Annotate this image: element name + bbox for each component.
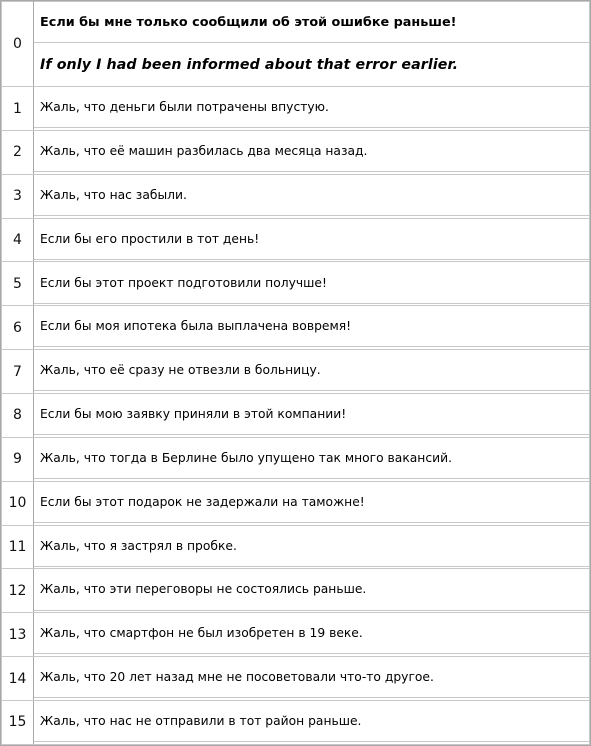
row-number: 11 [2,525,34,569]
table-row [2,481,590,522]
row-number: 8 [2,394,34,438]
row-number: 6 [2,306,34,350]
table-row [2,700,590,741]
table-row [2,174,590,215]
table-row [2,350,590,391]
russian-sentence: Жаль, что нас забыли. [34,174,590,215]
row-number: 3 [2,174,34,218]
exercise-table [1,1,590,745]
table-row [2,437,590,478]
table-row [2,394,590,435]
exercise-table-body [2,2,590,745]
translation-answer-cell[interactable] [34,742,590,745]
row-number: 5 [2,262,34,306]
row-number: 15 [2,700,34,744]
table-row [2,613,590,654]
table-row [2,2,590,43]
russian-sentence: Если бы моя ипотека была выплачена вовремя! [34,306,590,347]
row-number: 13 [2,613,34,657]
row-number: 9 [2,437,34,481]
russian-sentence: Если бы мою заявку приняли в этой компании! [34,394,590,435]
russian-sentence: Жаль, что я застрял в пробке. [34,525,590,566]
row-number: 12 [2,569,34,613]
table-row [2,130,590,171]
table-row-answer [2,742,590,745]
table-row [2,87,590,128]
translation-answer-cell[interactable]: If only I had been informed about that error earlier. [34,43,590,87]
row-number: 2 [2,130,34,174]
table-row [2,525,590,566]
table-row [2,218,590,259]
russian-sentence: Жаль, что её сразу не отвезли в больницу. [34,350,590,391]
row-number: 7 [2,350,34,394]
russian-sentence: Если бы этот подарок не задержали на таможне! [34,481,590,522]
table-row-answer [2,43,590,87]
table-row [2,306,590,347]
row-number: 10 [2,481,34,525]
russian-sentence: Жаль, что эти переговоры не состоялись раньше. [34,569,590,610]
table-row [2,262,590,303]
row-number: 0 [2,2,34,87]
table-row [2,657,590,698]
russian-sentence: Жаль, что тогда в Берлине было упущено так много вакансий. [34,437,590,478]
russian-sentence: Если бы этот проект подготовили получше! [34,262,590,303]
russian-sentence: Жаль, что смартфон не был изобретен в 19 веке. [34,613,590,654]
russian-sentence: Если бы его простили в тот день! [34,218,590,259]
russian-sentence: Если бы мне только сообщили об этой ошибке раньше! [34,2,590,43]
russian-sentence: Жаль, что нас не отправили в тот район раньше. [34,700,590,741]
russian-sentence: Жаль, что её машин разбилась два месяца назад. [34,130,590,171]
row-number: 14 [2,657,34,701]
russian-sentence: Жаль, что деньги были потрачены впустую. [34,87,590,128]
row-number: 1 [2,87,34,131]
russian-sentence: Жаль, что 20 лет назад мне не посоветовали что-то другое. [34,657,590,698]
table-row [2,569,590,610]
row-number: 4 [2,218,34,262]
